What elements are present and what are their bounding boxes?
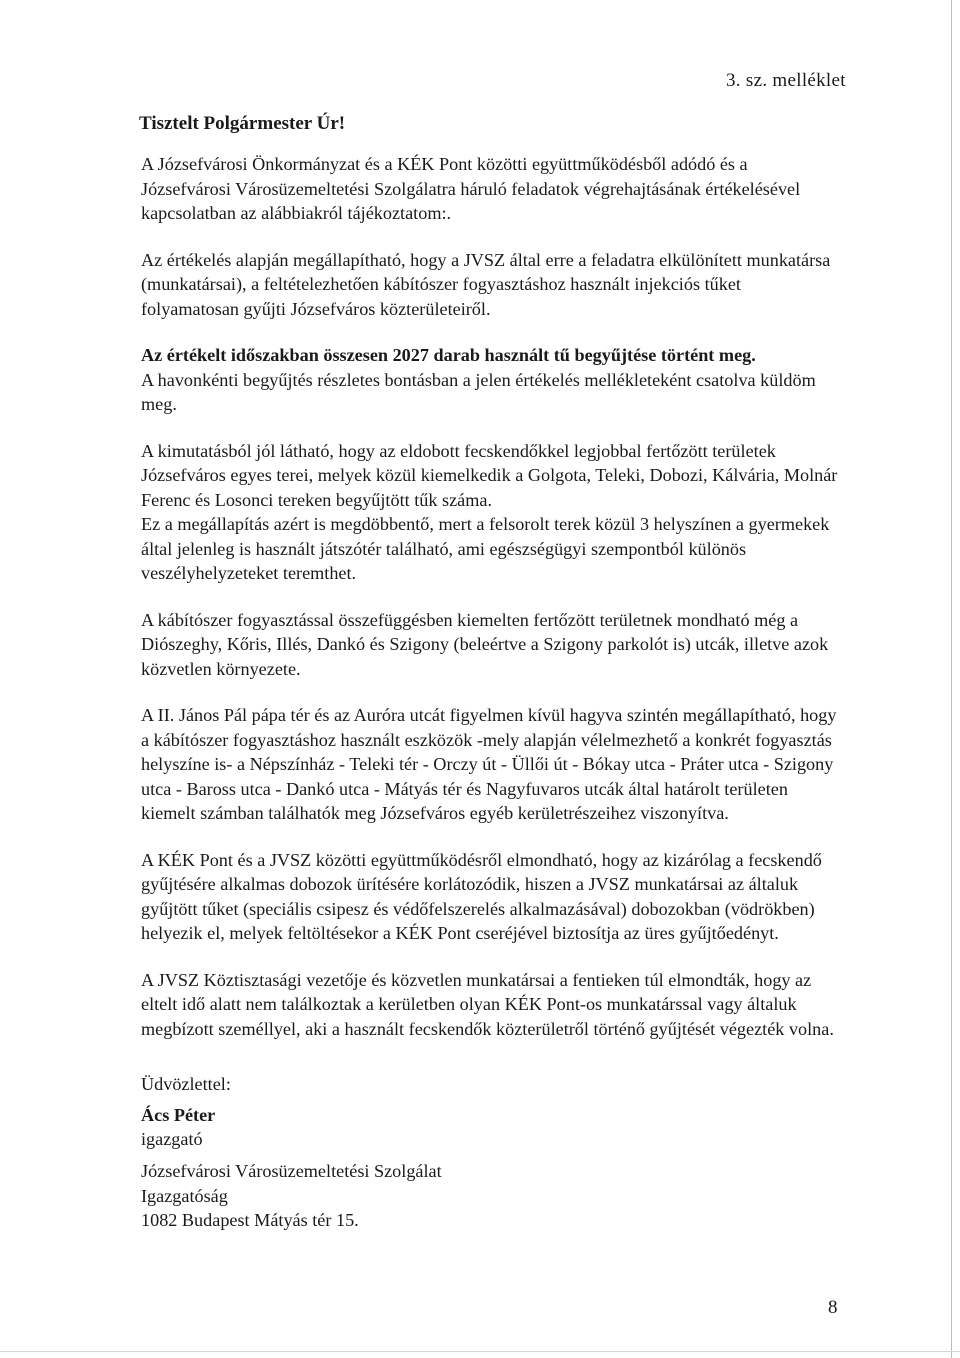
paragraph-assessment: Az értékelés alapján megállapítható, hogy a JVSZ által erre a feladatra elkülönített munkatársa (munkatársai), a feltételezhetően kábítószer fogyasztáshoz használt injekciós tűket folyamatosan gyűjti Józsefváros közterületeiről.: [141, 249, 831, 319]
paragraph-streets: A kábítószer fogyasztással összefüggésben kiemelten fertőzött területnek mondható még a Diószeghy, Kőris, Illés, Dankó és Szigony (beleértve a Szigony parkolót is) utcák, illetve azok közvetlen környezete.: [141, 609, 829, 679]
org-address: 1082 Budapest Mátyás tér 15.: [141, 1210, 359, 1230]
organization-block: [141, 1159, 442, 1233]
signer-block: [141, 1103, 215, 1151]
signer-title: igazgató: [141, 1129, 203, 1149]
letter-body: [141, 152, 841, 1063]
paragraph-staff: A JVSZ Köztisztasági vezetője és közvetlen munkatársai a fentieken túl elmondták, hogy az eltelt idő alatt nem találkoztak a kerületben olyan KÉK Pont-os munkatárssal vagy általuk megbízott személlyel, aki a használt fecskendők közterületről történő gyűjtését végezték volna.: [141, 969, 834, 1039]
paragraph-area: A II. János Pál pápa tér és az Auróra utcát figyelmen kívül hagyva szintén megállapítható, hogy a kábítószer fogyasztáshoz használt eszközök -mely alapján vélelmezhető a konkrét fogyasztás helyszíne is- a Népszínház - Teleki tér - Orczy út - Üllői út - Bókay utca - Práter utca - Szigony utca - Baross utca - Dankó utca - Mátyás tér és Nagyfuvaros utcák által határolt területen kiemelt számban találhatók meg Józsefváros egyéb kerületrészeihez viszonyítva.: [141, 705, 837, 823]
salutation: Tisztelt Polgármester Úr!: [139, 113, 346, 134]
scan-bottom-line: [0, 1351, 960, 1352]
paragraph-cooperation: A KÉK Pont és a JVSZ közötti együttműködésről elmondható, hogy az kizárólag a fecskendő gyűjtésére alkalmas dobozok ürítésére korlátozódik, hiszen a JVSZ munkatársai az általuk gyűjtött tűket (speciális csipesz és védőfelszerelés alkalmazásával) dobozokban (vödrökben) helyezik el, melyek feltöltésekor a KÉK Pont cseréjével biztosítja az üres gyűjtőedényt.: [141, 849, 822, 943]
org-name: Józsefvárosi Városüzemeltetési Szolgálat: [141, 1161, 442, 1181]
paragraph-playgrounds: Ez a megállapítás azért is megdöbbentő, mert a felsorolt terek közül 3 helyszínen a gyermekek által jelenleg is használt játszótér található, ami egészségügyi szempontból különös veszélyhelyzeteket teremthet.: [141, 514, 830, 583]
paragraph-squares: A kimutatásból jól látható, hogy az eldobott fecskendőkkel legjobbal fertőzött területek Józsefváros egyes terei, melyek közül kiemelkedik a Golgota, Teleki, Dobozi, Kálvária, Molnár Ferenc és Losonci tereken begyűjtött tűk száma.: [141, 440, 838, 510]
closing-greeting: Üdvözlettel:: [141, 1074, 231, 1094]
page-number: 8: [828, 1297, 838, 1318]
paragraph-total-needles: Az értékelt időszakban összesen 2027 darab használt tű begyűjtése történt meg.: [141, 345, 756, 365]
annex-label: 3. sz. melléklet: [726, 70, 846, 91]
paragraph-monthly-breakdown: A havonkénti begyűjtés részletes bontásban a jelen értékelés mellékleteként csatolva küldöm meg.: [141, 369, 816, 414]
signer-name: Ács Péter: [141, 1105, 216, 1125]
scan-edge-line: [951, 0, 952, 1358]
paragraph-intro: A Józsefvárosi Önkormányzat és a KÉK Pont közötti együttműködésből adódó és a Józsefvárosi Városüzemeltetési Szolgálatra háruló feladatok végrehajtásának értékelésével kapcsolatban az alábbiakról tájékoztatom:.: [141, 154, 801, 223]
org-unit: Igazgatóság: [141, 1185, 228, 1206]
